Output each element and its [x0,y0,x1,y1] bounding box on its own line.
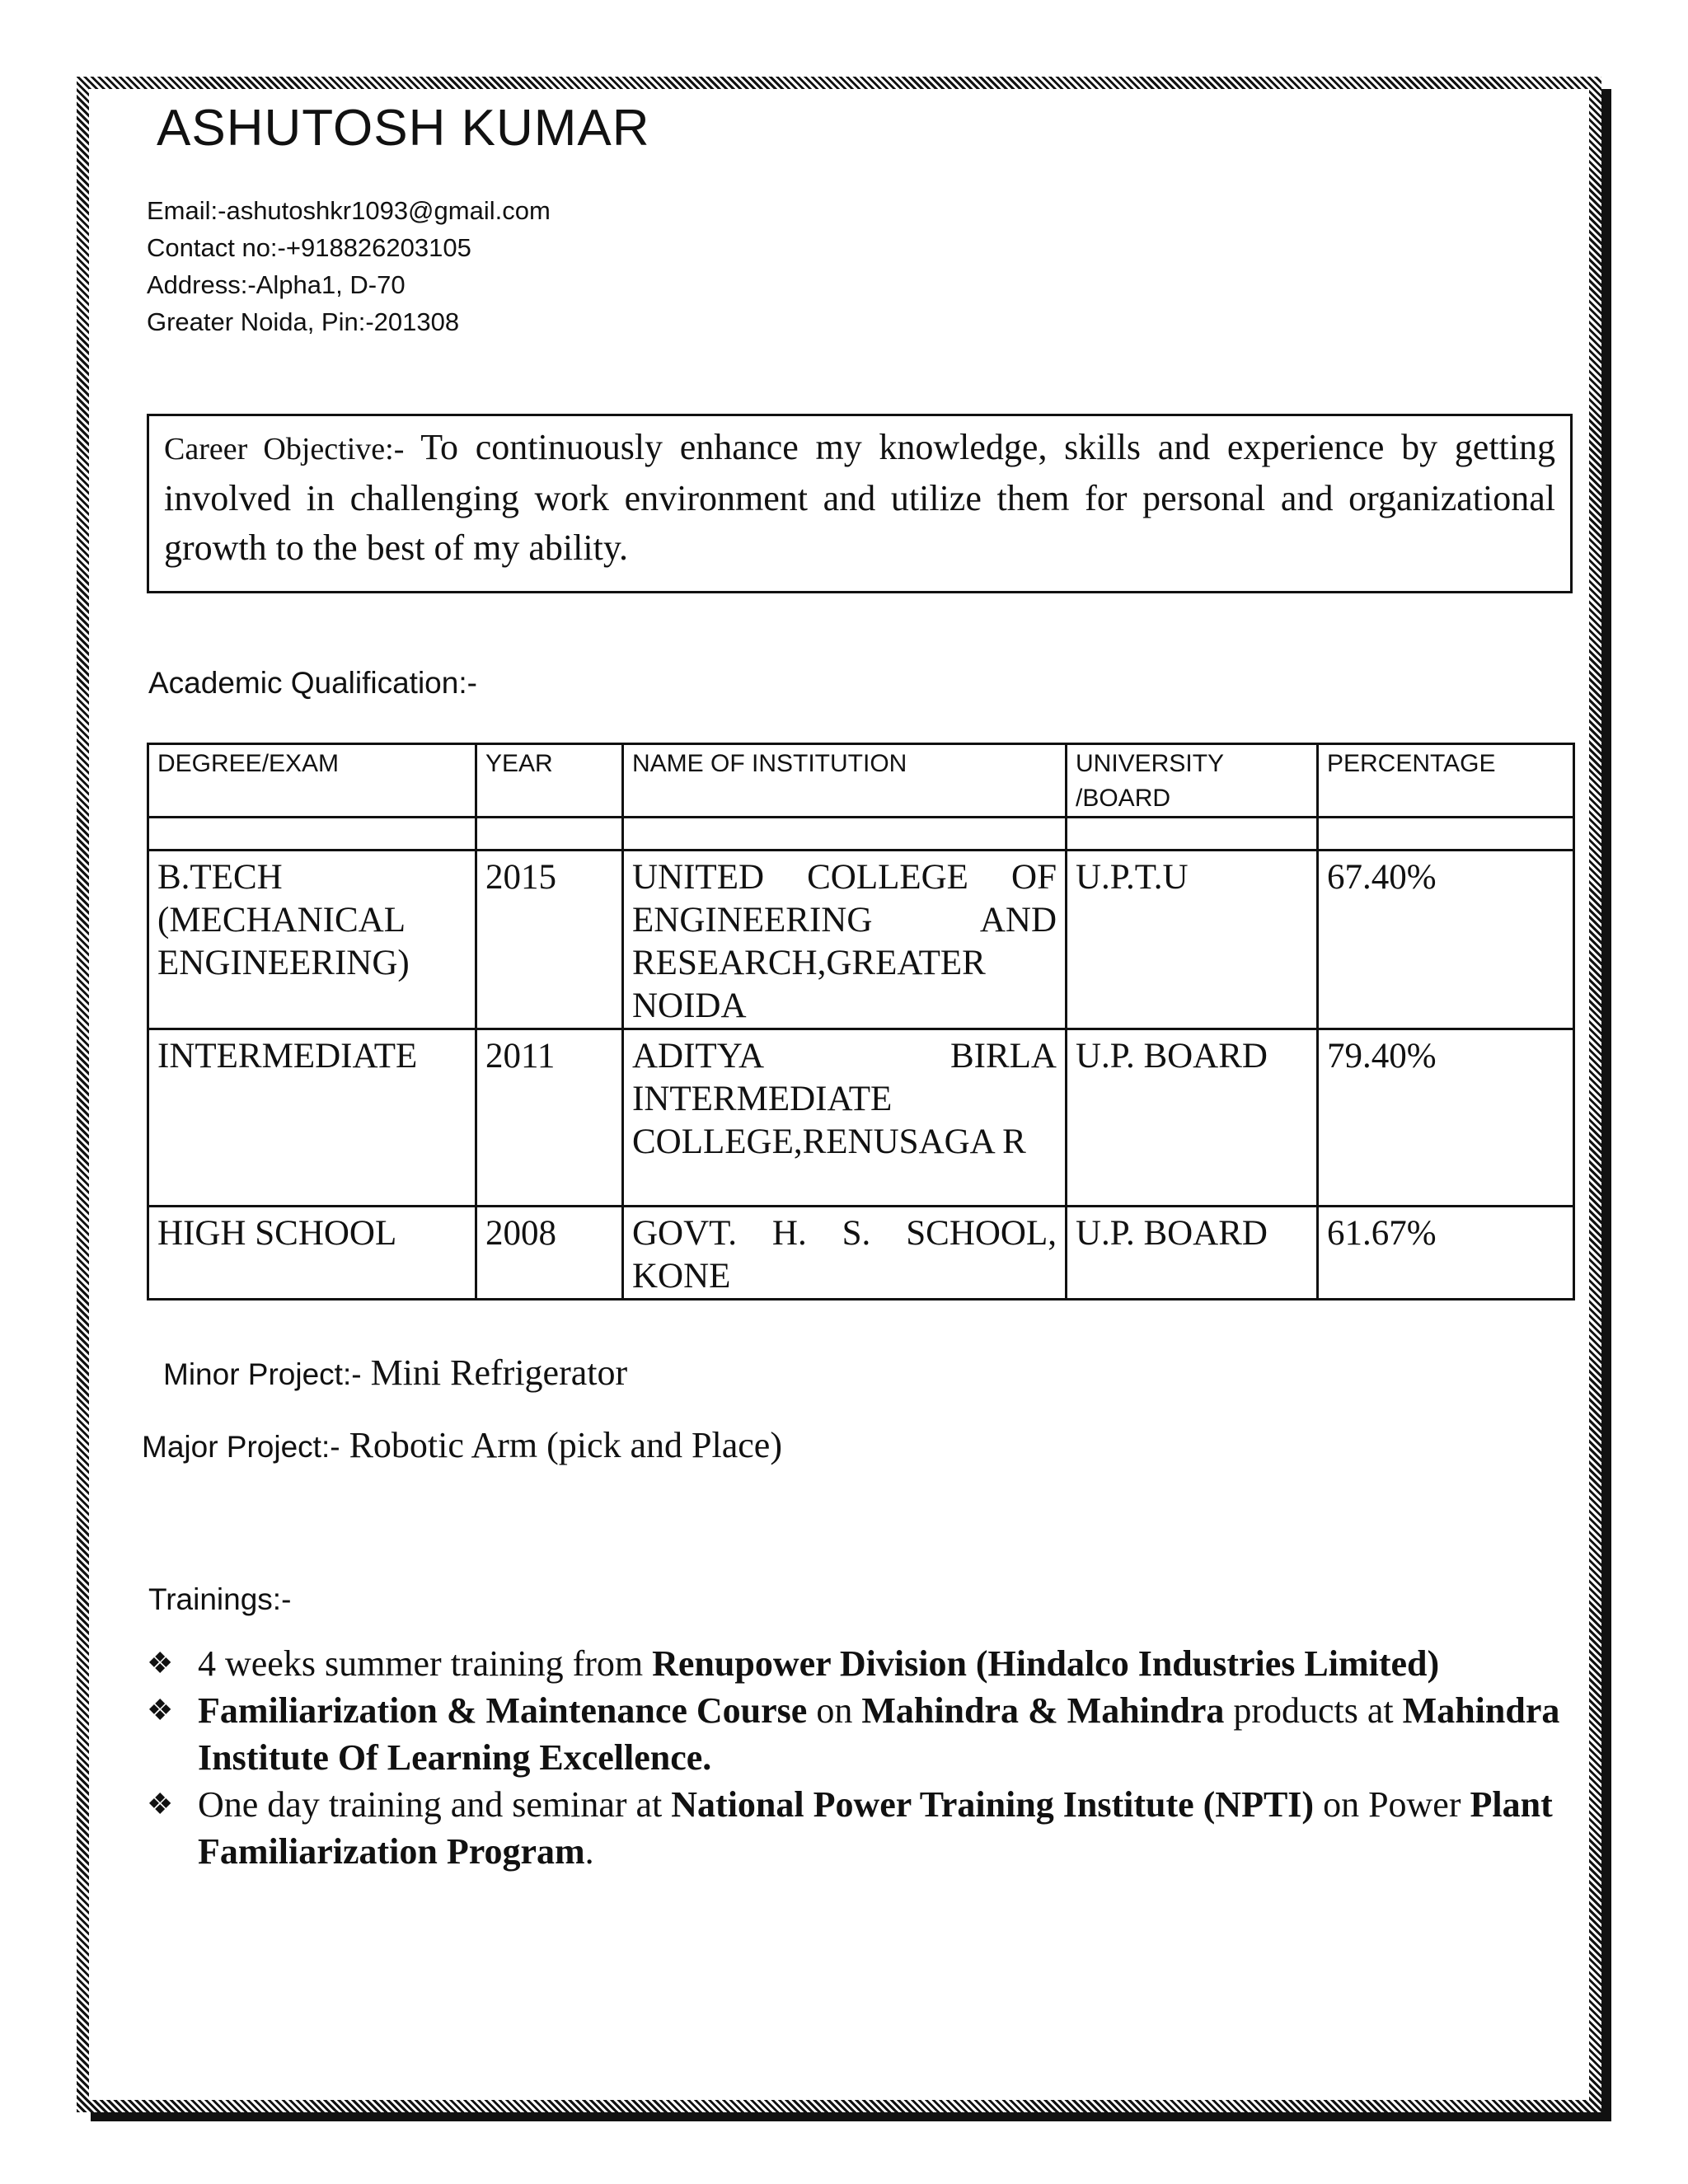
degree-cell: INTERMEDIATE [148,1029,476,1207]
degree-cell: B.TECH (MECHANICAL ENGINEERING) [148,851,476,1029]
major-project-value: Robotic Arm (pick and Place) [340,1425,782,1465]
list-item [147,1781,1581,1875]
training-program: Plant Familiarization Program [198,1784,1553,1872]
major-project-label: Major Project:- [142,1430,340,1464]
training-text: products at [1224,1690,1403,1731]
training-institute: Mahindra Institute Of Learning Excellence. [198,1690,1560,1778]
year-cell: 2015 [476,851,623,1029]
trainings-heading: Trainings:- [148,1582,292,1616]
contact-block [147,192,551,340]
training-org: Mahindra & Mahindra [861,1690,1225,1731]
board-cell: U.P.T.U [1067,851,1318,1029]
training-text: on Power [1314,1784,1470,1825]
column-header: DEGREE/EXAM [148,744,476,818]
diamond-bullet-icon: ❖ [147,1788,174,1821]
diamond-bullet-icon: ❖ [147,1647,174,1680]
year-cell: 2011 [476,1029,623,1207]
minor-project-label: Minor Project:- [163,1357,362,1391]
list-item [147,1640,1581,1687]
candidate-name: ASHUTOSH KUMAR [157,100,650,157]
institution-cell: ADITYA BIRLA INTERMEDIATE COLLEGE,RENUSAGA R [623,1029,1067,1207]
academic-heading: Academic Qualification:- [148,666,477,700]
percentage-cell: 61.67% [1318,1207,1574,1300]
career-objective-label: Career Objective:- [164,432,405,466]
list-item [147,1687,1581,1781]
column-header: UNIVERSITY /BOARD [1067,744,1318,818]
training-text: on [807,1690,862,1731]
trainings-list [147,1640,1581,1875]
column-header: PERCENTAGE [1318,744,1574,818]
diamond-bullet-icon: ❖ [147,1694,174,1727]
year-cell: 2008 [476,1207,623,1300]
training-course: Familiarization & Maintenance Course [198,1690,808,1731]
degree-cell: HIGH SCHOOL [148,1207,476,1300]
table-spacer-row [148,818,1574,851]
percentage-cell: 79.40% [1318,1029,1574,1207]
academic-table [147,743,1575,1301]
major-project [142,1424,782,1466]
institution-cell: GOVT. H. S. SCHOOL, KONE [623,1207,1067,1300]
address-line-1: Address:-Alpha1, D-70 [147,270,406,299]
table-row [148,1207,1574,1300]
training-text: . [584,1831,594,1872]
column-header: NAME OF INSTITUTION [623,744,1067,818]
table-row [148,851,1574,1029]
table-header-row [148,744,1574,818]
phone-line: Contact no:-+918826203105 [147,233,471,262]
minor-project [163,1352,627,1394]
board-cell: U.P. BOARD [1067,1029,1318,1207]
board-cell: U.P. BOARD [1067,1207,1318,1300]
institution-cell: UNITED COLLEGE OF ENGINEERING AND RESEARCH,GREATER NOIDA [623,851,1067,1029]
training-org: Renupower Division (Hindalco Industries Limited) [652,1643,1440,1684]
training-text: One day training and seminar at [198,1784,672,1825]
training-text: 4 weeks summer training from [198,1643,653,1684]
career-objective-box [147,414,1573,593]
training-institute: National Power Training Institute (NPTI) [671,1784,1315,1825]
address-line-2: Greater Noida, Pin:-201308 [147,307,460,336]
minor-project-value: Mini Refrigerator [361,1352,628,1393]
table-row [148,1029,1574,1207]
email-line: Email:-ashutoshkr1093@gmail.com [147,196,551,225]
column-header: YEAR [476,744,623,818]
percentage-cell: 67.40% [1318,851,1574,1029]
career-objective-text: To continuously enhance my knowledge, skills and experience by getting involved in challenging work environment and utilize them for personal and organizational growth to the best of my ability. [164,427,1555,568]
